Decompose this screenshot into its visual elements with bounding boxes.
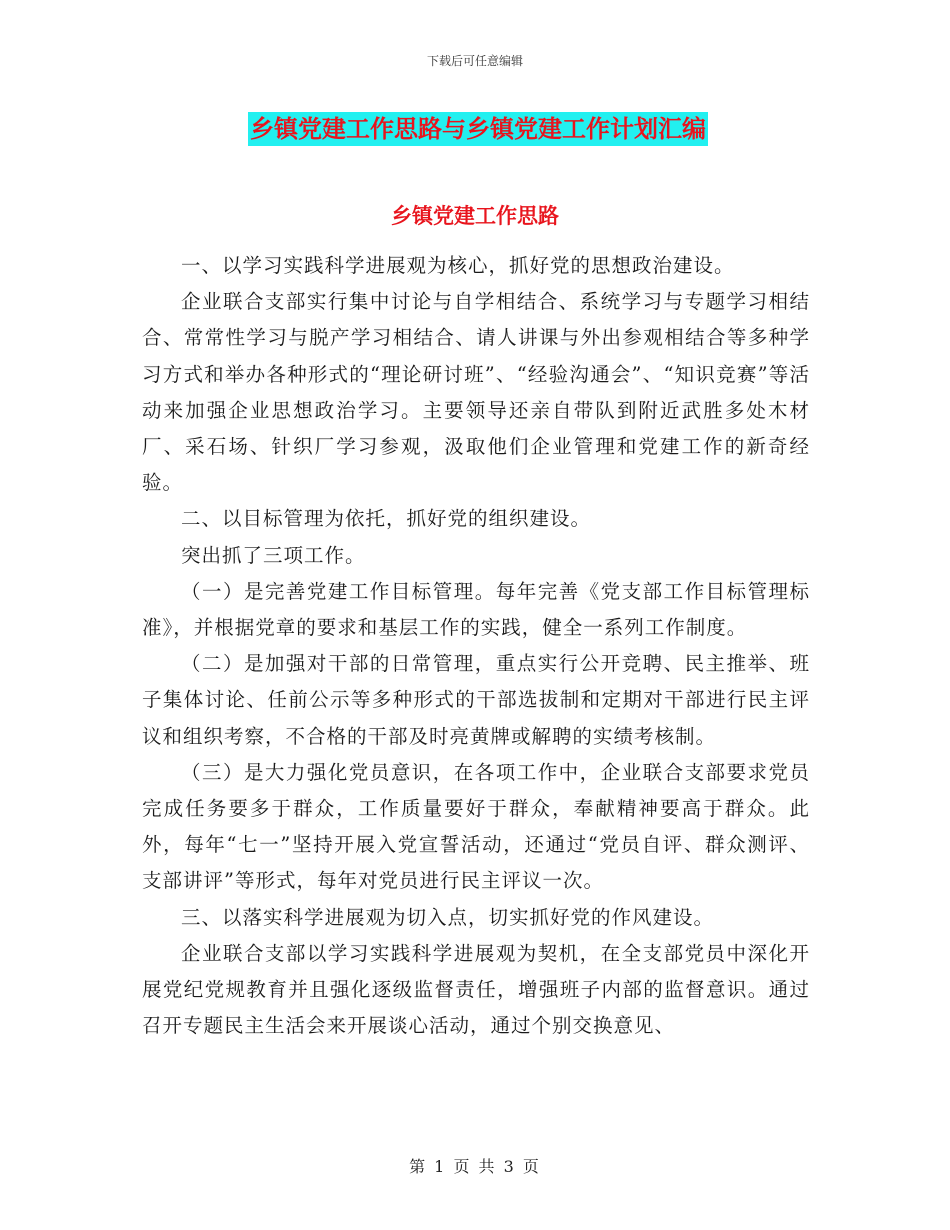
paragraph-heading-1: 一、以学习实践科学进展观为核心，抓好党的思想政治建设。 [181,254,735,277]
paragraph-item-1: （一）是完善党建工作目标管理。每年完善《党支部工作目标管理标准》，并根据党章的要求和基层工作的实践，健全一系列工作制度。 [142,579,810,640]
paragraph-heading-3: 三、以落实科学进展观为切入点，切实抓好党的作风建设。 [181,905,715,929]
document-title: 乡镇党建工作思路与乡镇党建工作计划汇编 [248,112,708,146]
paragraph-item-3: （三）是大力强化党员意识，在各项工作中，企业联合支部要求党员完成任务要多于群众，工作质量要好于群众，奉献精神要高于群众。此外，每年“七一”坚持开展入党宣誓活动，还通过“党员自评、群众测评、支部讲评”等形式，每年对党员进行民主评议一次。 [142,760,810,893]
paragraph-item-2: （二）是加强对干部的日常管理，重点实行公开竞聘、民主推举、班子集体讨论、任前公示等多种形式的干部选拔制和定期对干部进行民主评议和组织考察，不合格的干部及时亮黄牌或解聘的实绩考核制。 [142,652,810,748]
header-note: 下载后可任意编辑 [426,54,523,68]
paragraph: 突出抓了三项工作。 [181,543,366,567]
page-footer: 第 1 页 共 3 页 [409,1157,541,1176]
section-title: 乡镇党建工作思路 [391,204,559,228]
paragraph: 企业联合支部以学习实践科学进展观为契机，在全支部党员中深化开展党纪党规教育并且强化逐级监督责任，增强班子内部的监督意识。通过召开专题民主生活会来开展谈心活动，通过个别交换意见、 [142,941,810,1038]
paragraph: 企业联合支部实行集中讨论与自学相结合、系统学习与专题学习相结合、常常性学习与脱产学习相结合、请人讲课与外出参观相结合等多种学习方式和举办各种形式的“理论研讨班”、“经验沟通会”、“知识竞赛”等活动来加强企业思想政治学习。主要领导还亲自带队到附近武胜多处木材厂、采石场、针织厂学习参观，汲取他们企业管理和党建工作的新奇经验。 [142,290,810,495]
paragraph-heading-2: 二、以目标管理为依托，抓好党的组织建设。 [181,507,592,531]
document-body [142,248,810,1044]
